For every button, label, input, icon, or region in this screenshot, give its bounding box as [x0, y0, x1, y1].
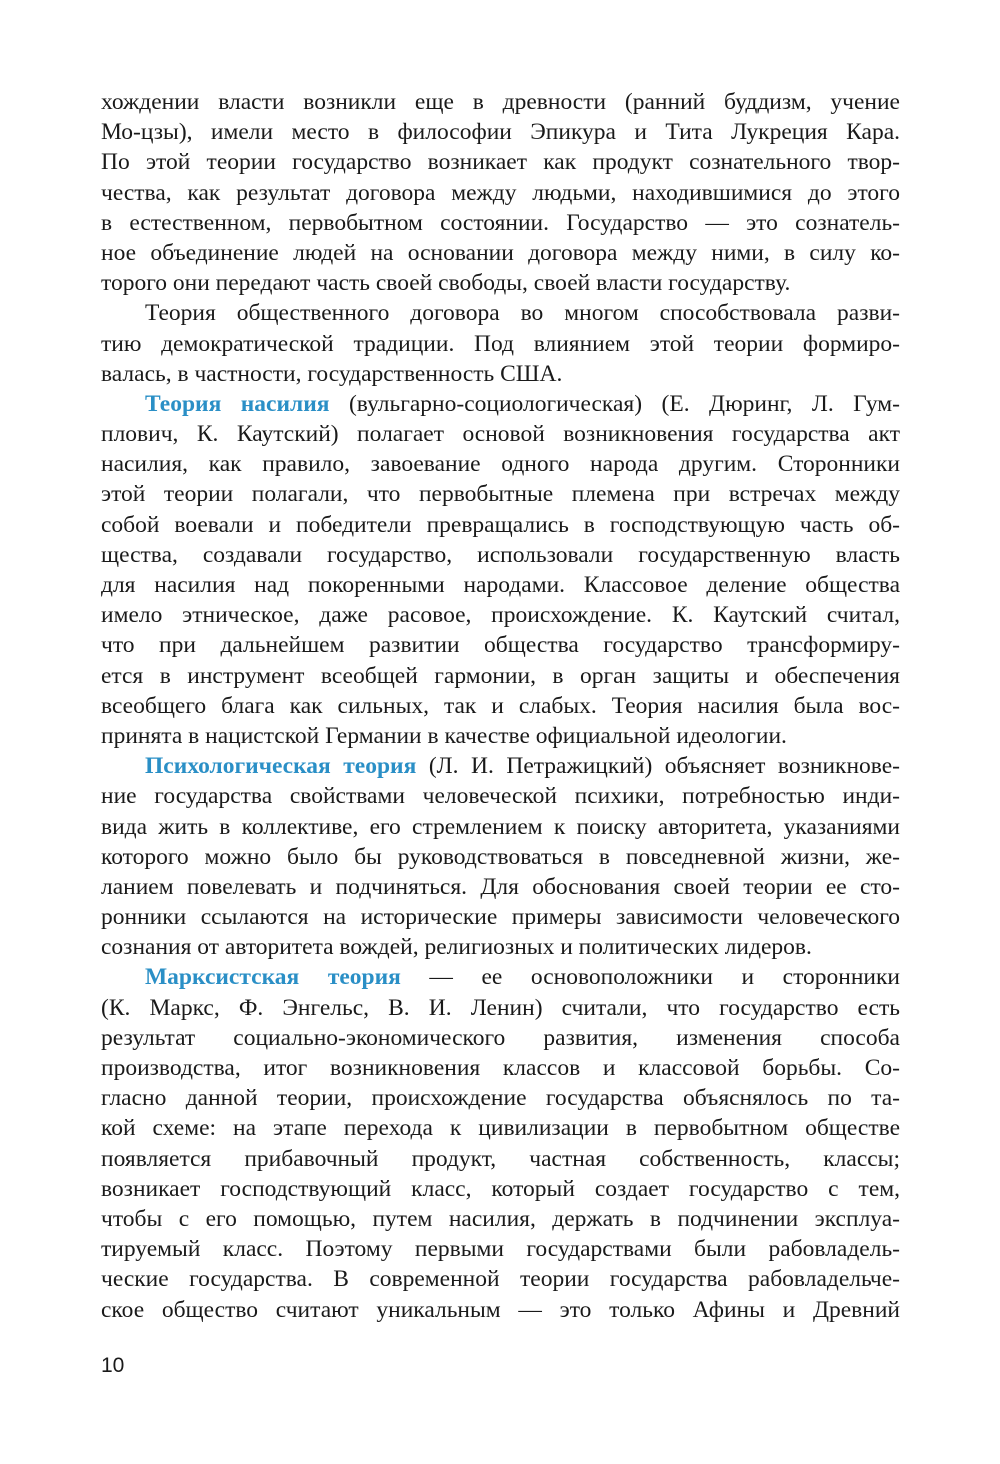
text-line: сознания от авторитета вождей, религиозных и политических лидеров.: [101, 934, 812, 961]
text-line: Теория общественного договора во многом способствовала разви-: [145, 300, 900, 327]
text-line: валась, в частности, государственность США.: [101, 360, 563, 387]
paragraph: [101, 87, 900, 298]
text-line: [101, 962, 900, 992]
text-line: ское общество считают уникальным — это только Афины и Древний: [101, 1296, 900, 1323]
text-line: По этой теории государство возникает как продукт сознательного твор-: [101, 149, 900, 176]
highlighted-term: Теория насилия: [145, 390, 330, 417]
text-line: (К. Маркс, Ф. Энгельс, В. И. Ленин) считали, что государство есть: [101, 994, 900, 1021]
text-line: чтобы с его помощью, путем насилия, держать в подчинении эксплуа-: [101, 1205, 900, 1232]
body-text: [101, 87, 900, 1325]
text-line: что при дальнейшем развитии общества государство трансформиру-: [101, 632, 900, 659]
paragraph: [101, 962, 900, 1324]
text-line: [101, 389, 900, 419]
highlighted-term: Психологическая теория: [145, 753, 417, 780]
text-line: плович, К. Каутский) полагает основой возникновения государства акт: [101, 421, 900, 448]
text-line: чества, как результат договора между людьми, находившимися до этого: [101, 179, 900, 206]
paragraph: [101, 389, 900, 751]
page-number: 10: [101, 1354, 125, 1377]
text-line: тируемый класс. Поэтому первыми государствами были рабовладель-: [101, 1236, 900, 1263]
text-run: (вульгарно-социологическая) (Е. Дюринг, Л. Гум-: [329, 390, 901, 417]
text-line: [101, 751, 900, 781]
paragraph: [101, 751, 900, 962]
paragraph: [101, 298, 900, 389]
text-line: для насилия над покоренными народами. Классовое деление общества: [101, 572, 900, 598]
text-line: имело этническое, даже расовое, происхождение. К. Каутский считал,: [101, 602, 900, 629]
text-line: гласно данной теории, происхождение государства объяснялось по та-: [101, 1085, 900, 1112]
text-line: насилия, как правило, завоевание одного народа другим. Сторонники: [101, 451, 900, 478]
text-line: вида жить в коллективе, его стремлением к поиску авторитета, указаниями: [101, 813, 900, 840]
text-line: ланием повелевать и подчиняться. Для обоснования своей теории ее сто-: [101, 873, 900, 900]
text-run: (Л. И. Петражицкий) объясняет возникнове-: [416, 753, 900, 780]
text-line: всеобщего блага как сильных, так и слабых. Теория насилия была вос-: [101, 692, 900, 719]
text-line: тию демократической традиции. Под влиянием этой теории формиро-: [101, 330, 900, 357]
text-line: ческие государства. В современной теории государства рабовладельче-: [101, 1266, 900, 1293]
text-run: — ее основоположники и сторонники: [400, 964, 901, 991]
text-line: ронники ссылаются на исторические примеры зависимости человеческого: [101, 904, 900, 931]
text-line: Мо-цзы), имели место в философии Эпикура и Тита Лукреция Кара.: [101, 119, 900, 146]
text-line: этой теории полагали, что первобытные племена при встречах между: [101, 481, 900, 508]
text-line: собой воевали и победители превращались в господствующую часть об-: [101, 511, 900, 538]
text-line: хождении власти возникли еще в древности (ранний буддизм, учение: [101, 89, 900, 115]
text-line: ние государства свойствами человеческой психики, потребностью инди-: [101, 783, 900, 810]
text-line: ное объединение людей на основании договора между ними, в силу ко-: [101, 239, 900, 266]
text-line: производства, итог возникновения классов и классовой борьбы. Со-: [101, 1055, 900, 1081]
text-line: ется в инструмент всеобщей гармонии, в орган защиты и обеспечения: [101, 662, 900, 689]
text-line: кой схеме: на этапе перехода к цивилизации в первобытном обществе: [101, 1115, 900, 1142]
text-line: которого можно было бы руководствоваться в повседневной жизни, же-: [101, 843, 900, 870]
text-line: в естественном, первобытном состоянии. Государство — это сознатель-: [101, 209, 900, 236]
text-line: принята в нацистской Германии в качестве официальной идеологии.: [101, 722, 787, 749]
text-line: торого они передают часть своей свободы, своей власти государству.: [101, 270, 791, 297]
text-line: результат социально-экономического развития, изменения способа: [101, 1024, 900, 1051]
text-line: появляется прибавочный продукт, частная собственность, классы;: [101, 1145, 900, 1172]
highlighted-term: Марксистская теория: [145, 964, 401, 991]
text-line: возникает господствующий класс, который создает государство с тем,: [101, 1175, 900, 1202]
text-line: щества, создавали государство, использовали государственную власть: [101, 541, 900, 568]
